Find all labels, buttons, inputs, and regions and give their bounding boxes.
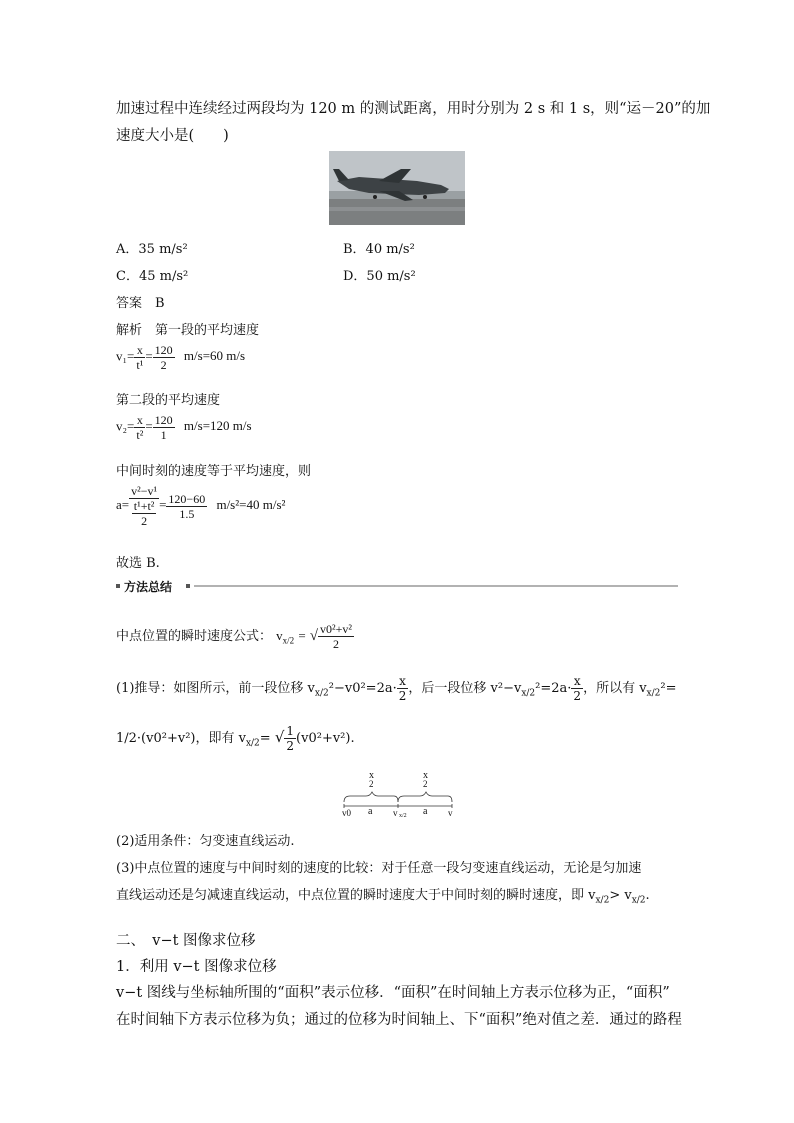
derive-1-sub-b: x/2: [521, 688, 536, 699]
v2-t: t²: [136, 428, 144, 442]
compare-2-sub-t: x/2: [631, 895, 646, 906]
a-num-val: 120−60: [168, 491, 206, 506]
analysis-label: 解析 第一段的平均速度: [116, 323, 260, 338]
v2-lhs: v₂=: [116, 418, 135, 434]
diagram-2-2: 2: [423, 779, 428, 789]
derive-2c: (v0²+v²).: [296, 731, 355, 746]
condition-line: (2)适用条件：匀变速直线运动.: [116, 834, 295, 849]
derive-frac-2: [571, 674, 583, 703]
method-summary-bar: [116, 580, 678, 594]
v2-eq: =: [145, 418, 153, 434]
v2-formula: [116, 413, 252, 442]
v1-frac-val: [153, 343, 175, 372]
v2-den-val: 1: [160, 428, 167, 442]
half-d: 2: [286, 739, 295, 753]
a-eq: =: [159, 496, 167, 512]
derive-1-sub-a: x/2: [314, 688, 329, 699]
a-result: m/s²=40 m/s²: [216, 496, 286, 512]
v2-result: m/s=120 m/s: [183, 418, 252, 434]
v1-x: x: [134, 343, 145, 358]
derive-1b: ²−v0²=2a·: [328, 681, 397, 696]
option-a: A．35 m/s²: [116, 242, 188, 257]
derive-line-2: [116, 724, 355, 753]
compare-2c: .: [645, 888, 650, 903]
derive-half: [284, 724, 296, 753]
answer: 答案 B: [116, 296, 165, 311]
analysis-conclusion: 故选 B.: [116, 556, 160, 571]
diagram-a-1: a: [368, 806, 373, 817]
v1-num-val: 120: [154, 343, 173, 357]
v2-x: x: [134, 413, 145, 428]
question-line-1: 加速过程中连续经过两段均为 120 m 的测试距离，用时分别为 2 s 和 1 s，则“运－20”的加: [116, 101, 711, 117]
option-b: B．40 m/s²: [343, 242, 415, 257]
a-den-val: 1.5: [179, 506, 195, 521]
diagram-vmid-sub: x/2: [399, 813, 407, 819]
section2-p2: 在时间轴下方表示位移为负；通过的位移为时间轴上、下“面积”绝对值之差．通过的路程: [116, 1012, 682, 1028]
derive-frac-2-n: x: [571, 674, 583, 689]
option-d: D．50 m/s²: [343, 269, 416, 284]
derive-1: (1)推导：如图所示，前一段位移 v: [116, 681, 315, 696]
diagram-v0: v0: [342, 808, 351, 818]
derive-1c: ，后一段位移 v²−v: [408, 681, 522, 696]
derive-2-sub: x/2: [245, 738, 260, 749]
derive-2b: =: [259, 731, 271, 746]
derive-frac-1: [397, 674, 409, 703]
v1-den-val: 2: [160, 358, 167, 372]
section2-p1: v−t 图线与坐标轴所围的“面积”表示位移．“面积”在时间轴上方表示位移为正，“面积”: [116, 985, 670, 1001]
section2-heading: 二、 v−t 图像求位移: [116, 933, 256, 949]
diagram-vmid: v: [393, 808, 398, 818]
v1-frac-x: [134, 343, 145, 372]
a-frac-val: [166, 492, 207, 521]
analysis-second: 第二段的平均速度: [116, 393, 221, 408]
diagram-v: v: [448, 808, 453, 818]
formula-lhs: v: [276, 628, 283, 643]
method-title: 方法总结: [124, 580, 173, 594]
derive-line-1: [116, 674, 677, 703]
a-den-num: t¹+t²: [133, 499, 155, 513]
formula-den: 2: [333, 637, 340, 651]
formula-sub: x/2: [282, 635, 295, 646]
v2-num-val: 120: [154, 413, 173, 427]
compare-2: 直线运动还是匀减速直线运动，中点位置的瞬时速度大于中间时刻的瞬时速度，即 v: [116, 888, 596, 903]
option-c: C．45 m/s²: [116, 269, 189, 284]
derive-1e: ，所以有 v: [583, 681, 647, 696]
compare-line-2: [116, 884, 650, 906]
a-frac: [129, 484, 159, 528]
v1-t: t¹: [136, 358, 144, 372]
formula-frac: [318, 622, 354, 651]
derive-frac-1-d: 2: [398, 689, 407, 703]
compare-2b: > v: [609, 888, 632, 903]
diagram-a-2: a: [423, 806, 428, 817]
diagram-x-1: x: [369, 770, 374, 781]
sqrt-icon-2: √: [274, 728, 285, 746]
compare-line-1: (3)中点位置的速度与中间时刻的速度的比较：对于任意一段匀变速直线运动，无论是匀加速: [116, 861, 642, 876]
airplane-photo: [329, 151, 465, 225]
a-num: v²−v¹: [131, 484, 158, 498]
derive-1f: ²=: [660, 681, 677, 696]
v2-frac-val: [153, 413, 175, 442]
question-line-2: 速度大小是( ): [116, 128, 229, 144]
diagram-2-1: 2: [369, 779, 374, 789]
v1-result: m/s=60 m/s: [183, 348, 246, 364]
formula-label: 中点位置的瞬时速度公式：: [116, 629, 273, 644]
a-den-frac: [132, 499, 157, 528]
derive-1d: ²=2a·: [535, 681, 572, 696]
formula-line: [116, 622, 354, 651]
section2-sub1: 1．利用 v−t 图像求位移: [116, 959, 277, 975]
derive-frac-2-d: 2: [573, 689, 582, 703]
a-lhs: a=: [116, 496, 130, 512]
analysis-mid: 中间时刻的速度等于平均速度，则: [116, 464, 312, 479]
derive-frac-1-n: x: [397, 674, 409, 689]
derive-1-sub-c: x/2: [646, 688, 661, 699]
half-n: 1: [286, 724, 295, 738]
formula-eq: =: [298, 628, 306, 643]
v1-eq: =: [145, 348, 153, 364]
a-formula: [116, 484, 285, 528]
sqrt-icon: √: [309, 628, 319, 644]
compare-2-sub-x: x/2: [595, 895, 610, 906]
a-den-den: 2: [141, 514, 148, 528]
diagram-x-2: x: [423, 770, 428, 781]
midpoint-diagram: [340, 770, 460, 820]
v1-formula: [116, 343, 245, 372]
derive-2: 1/2·(v0²+v²)，即有 v: [116, 731, 246, 746]
formula-num: v0²+v²: [320, 622, 352, 636]
v1-lhs: v₁=: [116, 348, 135, 364]
a-den: [129, 499, 159, 528]
v2-frac-x: [134, 413, 145, 442]
